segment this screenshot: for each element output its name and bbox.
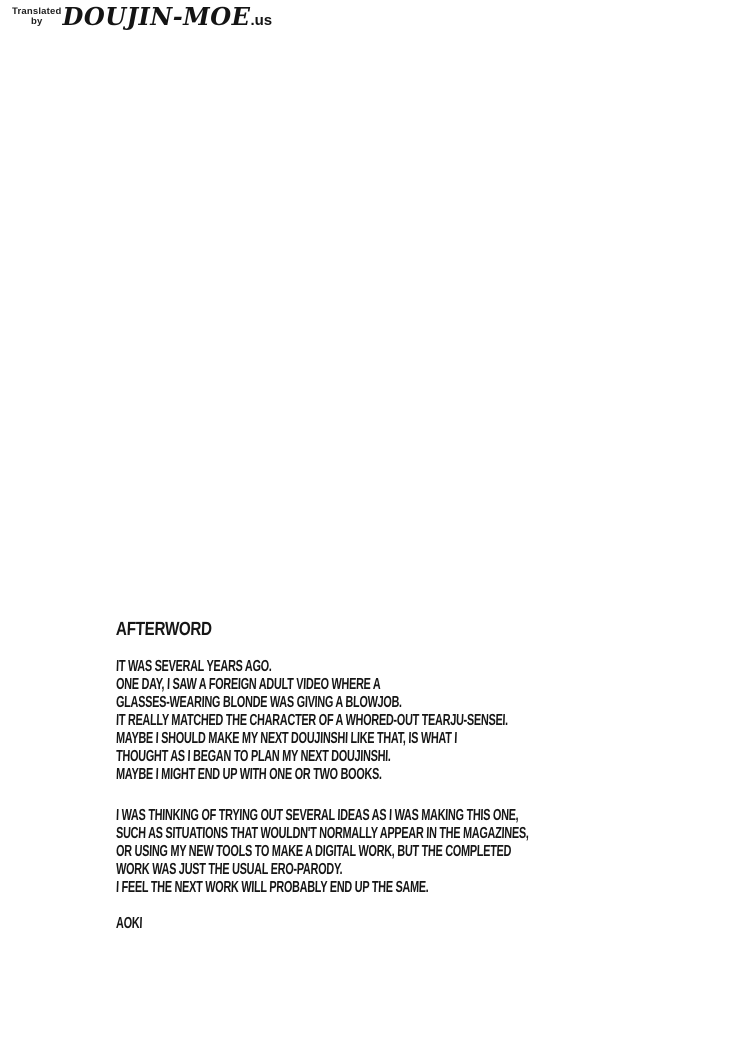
text-line: IT WAS SEVERAL YEARS AGO. <box>115 658 272 675</box>
afterword-paragraph-1 <box>116 658 692 784</box>
text-line: I FEEL THE NEXT WORK WILL PROBABLY END UP THE SAME. <box>115 879 429 896</box>
afterword-paragraph-2 <box>116 807 723 897</box>
text-line: MAYBE I SHOULD MAKE MY NEXT DOUJINSHI LIKE THAT, IS WHAT I <box>115 730 458 747</box>
translated-label: Translated <box>12 6 62 17</box>
translated-by-label <box>12 3 62 27</box>
by-label: by <box>31 16 43 27</box>
author-signature: AOKI <box>115 915 143 932</box>
text-line: I WAS THINKING OF TRYING OUT SEVERAL IDEAS AS I WAS MAKING THIS ONE, <box>115 807 519 824</box>
doujin-moe-logo <box>63 3 273 35</box>
site-tld: .us <box>250 12 273 29</box>
text-line: MAYBE I MIGHT END UP WITH ONE OR TWO BOOKS. <box>115 766 383 783</box>
site-name: DOUJIN-MOE <box>62 2 251 31</box>
translator-watermark <box>12 3 272 35</box>
text-line: IT REALLY MATCHED THE CHARACTER OF A WHORED-OUT TEARJU-SENSEI. <box>115 712 509 729</box>
text-line: GLASSES-WEARING BLONDE WAS GIVING A BLOWJOB. <box>115 694 403 711</box>
text-line: SUCH AS SITUATIONS THAT WOULDN'T NORMALLY APPEAR IN THE MAGAZINES, <box>115 825 529 842</box>
text-line: WORK WAS JUST THE USUAL ERO-PARODY. <box>115 861 343 878</box>
text-line: OR USING MY NEW TOOLS TO MAKE A DIGITAL WORK, BUT THE COMPLETED <box>115 843 512 860</box>
text-line: THOUGHT AS I BEGAN TO PLAN MY NEXT DOUJINSHI. <box>115 748 392 765</box>
text-line: ONE DAY, I SAW A FOREIGN ADULT VIDEO WHERE A <box>115 676 381 693</box>
afterword-title: AFTERWORD <box>115 619 213 640</box>
